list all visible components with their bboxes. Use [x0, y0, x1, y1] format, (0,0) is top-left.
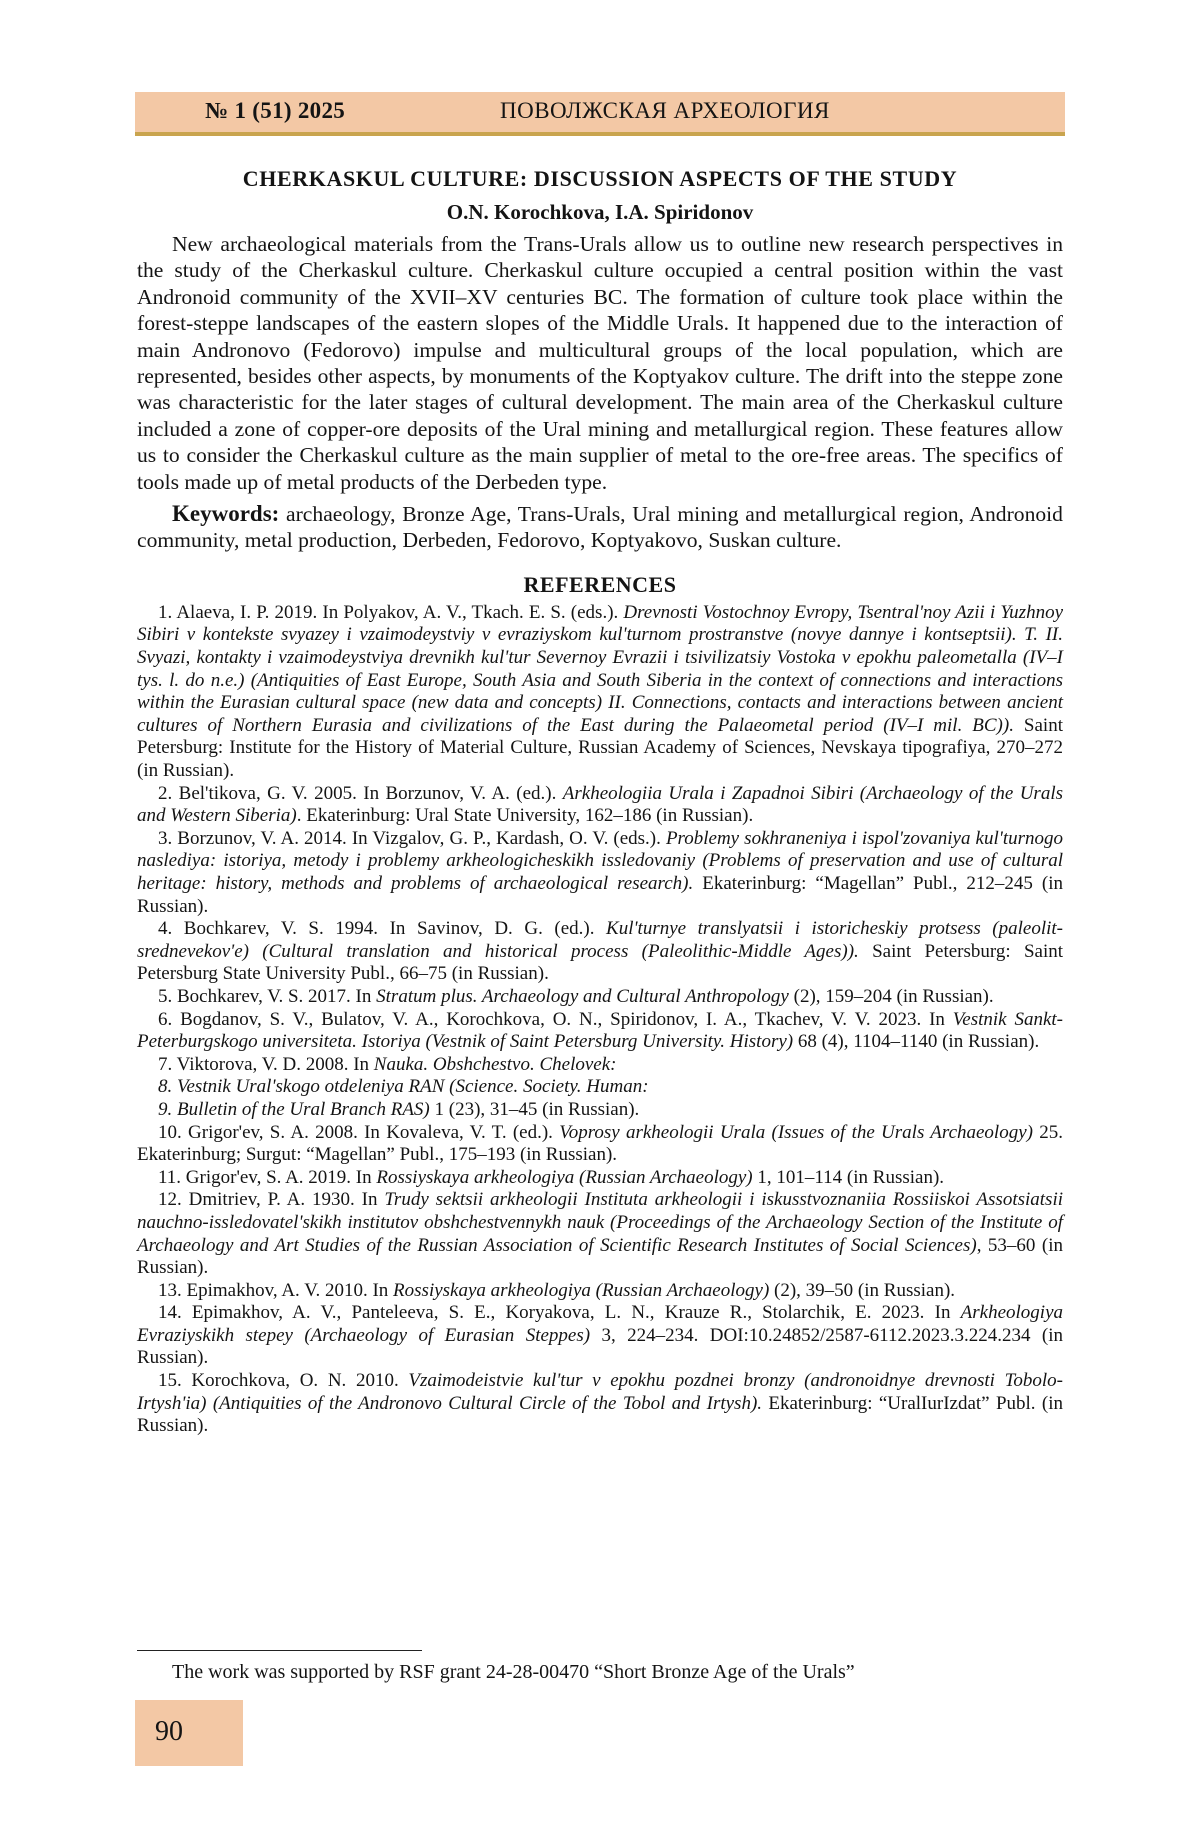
keywords-paragraph	[137, 501, 1063, 554]
reference-title: 8. Vestnik Ural'skogo otdeleniya RAN (Science. Society. Human:	[158, 1076, 649, 1098]
reference-item	[137, 1189, 1063, 1279]
reference-text: 10. Grigor'ev, S. A. 2008. In Kovaleva, V. T. (ed.).	[158, 1121, 560, 1143]
reference-title: Nauka. Obshchestvo. Chelovek:	[373, 1053, 617, 1075]
references-list	[137, 602, 1063, 1438]
reference-item	[137, 1009, 1063, 1054]
reference-item	[137, 1122, 1063, 1167]
reference-title: Rossiyskaya arkheologiya (Russian Archaeology)	[376, 1166, 753, 1188]
reference-item	[137, 1054, 1063, 1077]
reference-item	[137, 783, 1063, 828]
references-heading: REFERENCES	[523, 571, 677, 597]
page-number: 90	[155, 1716, 183, 1747]
reference-text: 4. Bochkarev, V. S. 1994. In Savinov, D. G. (ed.).	[158, 918, 607, 940]
reference-text: 1. Alaeva, I. P. 2019. In Polyakov, A. V., Tkach. E. S. (eds.).	[158, 601, 624, 623]
reference-title: Stratum plus. Archaeology and Cultural Anthropology	[376, 985, 789, 1007]
reference-text: Saint Petersburg: Saint Petersburg State University Publ., 66–75 (in Russian).	[137, 940, 1064, 985]
reference-item	[137, 1302, 1063, 1370]
reference-text: 14. Epimakhov, A. V., Panteleeva, S. E., Koryakova, L. N., Krauze R., Stolarchik, E. 2023. In	[158, 1302, 961, 1324]
reference-text: 12. Dmitriev, P. A. 1930. In	[158, 1189, 385, 1211]
reference-text: 68 (4), 1104–1140 (in Russian).	[793, 1031, 1040, 1053]
reference-text: Ekaterinburg: “Magellan” Publ., 212–245 (in Russian).	[137, 873, 1063, 917]
article-body	[137, 166, 1063, 1438]
reference-title: Kul'turnye translyatsii i istoricheskiy protsess (paleolit-srednevekov'e) (Cultural translation and historical process (Paleolithic-Middle Ages)).	[137, 918, 1063, 962]
reference-item	[137, 1370, 1063, 1438]
article-title: CHERKASKUL CULTURE: DISCUSSION ASPECTS OF THE STUDY	[242, 166, 958, 191]
reference-title: Drevnosti Vostochnoy Evropy, Tsentral'noy Azii i Yuzhnoy Sibiri v kontekste svyazey i vzaimodeystviy v evraziyskom kul'turnom prostranstve (novye dannye i kontseptsii). T. II. Svyazi, kontakty i vzaimodeystviya drevnikh kul'tur Severnoy Evrazii i tsivilizatsiy Vostoka v epokhu paleometalla (IV–I tys. l. do n.e.) (Antiquities of East Europe, South Asia and South Siberia in the context of connections and interactions within the Eurasian cultural space (new data and concepts) II. Connections, contacts and interactions between ancient cultures of Northern Eurasia and civilizations of the East during the Palaeometal period (IV–I mil. BC)).	[137, 601, 1063, 736]
reference-text: 1, 101–114 (in Russian).	[752, 1166, 945, 1188]
reference-text: 2. Bel'tikova, G. V. 2005. In Borzunov, V. A. (ed.).	[158, 782, 563, 804]
reference-title: Vzaimodeistvie kul'tur v epokhu pozdnei bronzy (andronoidnye drevnosti Tobolo-Irtysh'ia) (Antiquities of the Andronovo Cultural Circle of the Tobol and Irtysh).	[137, 1370, 1064, 1414]
abstract-text: New archaeological materials from the Trans-Urals allow us to outline new research perspectives in the study of the Cherkaskul culture. Cherkaskul culture occupied a central position within the vast Andronoid community of the XVII–XV centuries BC. The formation of culture took place within the forest-steppe landscapes of the eastern slopes of the Middle Urals. It happened due to the interaction of main Andronovo (Fedorovo) impulse and multicultural groups of the local population, which are represented, besides other aspects, by monuments of the Koptyakov culture. The drift into the steppe zone was characteristic for the later stages of cultural development. The main area of the Cherkaskul culture included a zone of copper-ore deposits of the Ural mining and metallurgical region. These features allow us to consider the Cherkaskul culture as the main supplier of metal to the ore-free areas. The specifics of tools made up of metal products of the Derbeden type.	[137, 232, 1063, 494]
reference-item	[137, 602, 1063, 783]
reference-text: 1 (23), 31–45 (in Russian).	[429, 1098, 640, 1120]
issue-number: № 1 (51) 2025	[205, 98, 346, 123]
reference-text: 25. Ekaterinburg; Surgut: “Magellan” Publ., 175–193 (in Russian).	[137, 1121, 1064, 1166]
journal-title: ПОВОЛЖСКАЯ АРХЕОЛОГИЯ	[500, 98, 830, 123]
reference-item	[137, 1280, 1063, 1303]
reference-title: Vestnik Sankt-Peterburgskogo universiteta. Istoriya (Vestnik of Saint Petersburg University. History)	[137, 1008, 1063, 1053]
reference-title: 9. Bulletin of the Ural Branch RAS)	[158, 1098, 430, 1120]
reference-title: Voprosy arkheologii Urala (Issues of the Urals Archaeology)	[559, 1121, 1033, 1143]
reference-item	[137, 986, 1063, 1009]
reference-text: 15. Korochkova, O. N. 2010.	[158, 1370, 409, 1392]
footnote-divider	[137, 1650, 422, 1651]
reference-text: . Ekaterinburg: Ural State University, 162–186 (in Russian).	[296, 805, 754, 827]
reference-text: , 53–60 (in Russian).	[137, 1234, 1063, 1279]
reference-item	[137, 1076, 1063, 1099]
reference-text: 6. Bogdanov, S. V., Bulatov, V. A., Korochkova, O. N., Spiridonov, I. A., Tkachev, V. V. 2023. In	[158, 1008, 953, 1030]
reference-text: 13. Epimakhov, A. V. 2010. In	[158, 1279, 394, 1301]
funding-footnote: The work was supported by RSF grant 24-28-00470 “Short Bronze Age of the Urals”	[172, 1661, 855, 1683]
reference-text: 11. Grigor'ev, S. A. 2019. In	[158, 1166, 377, 1188]
keywords-label: Keywords:	[172, 501, 280, 527]
reference-item	[137, 1099, 1063, 1122]
reference-text: 5. Bochkarev, V. S. 2017. In	[158, 985, 377, 1007]
running-header	[135, 92, 1065, 136]
page-number-box	[135, 1700, 243, 1766]
reference-title: Rossiyskaya arkheologiya (Russian Archaeology)	[393, 1279, 770, 1301]
reference-text: Ekaterinburg: “UralIurIzdat” Publ. (in Russian).	[137, 1392, 1063, 1437]
reference-text: 7. Viktorova, V. D. 2008. In	[158, 1053, 374, 1075]
reference-text: (2), 39–50 (in Russian).	[769, 1279, 956, 1301]
keywords-text: archaeology, Bronze Age, Trans-Urals, Ural mining and metallurgical region, Andronoid community, metal production, Derbeden, Fedorovo, Koptyakovo, Suskan culture.	[137, 502, 1063, 553]
reference-text: Saint Petersburg: Institute for the History of Material Culture, Russian Academy of Sciences, Nevskaya tipografiya, 270–272 (in Russian).	[137, 714, 1063, 782]
reference-item	[137, 1167, 1063, 1190]
reference-title: Trudy sektsii arkheologii Instituta arkheologii i iskusstvoznaniia Rossiiskoi Assotsiatsii nauchno-issledovatel'skikh institutov obshchestvennykh nauk (Proceedings of the Archaeology Section of the Institute of Archaeology and Art Studies of the Russian Association of Scientific Research Institutes of Social Sciences)	[137, 1189, 1063, 1256]
reference-title: Arkheologiia Urala i Zapadnoi Sibiri (Archaeology of the Urals and Western Siberia)	[137, 782, 1063, 827]
reference-item	[137, 828, 1063, 918]
reference-item	[137, 918, 1063, 986]
reference-text: 3. Borzunov, V. A. 2014. In Vizgalov, G. P., Kardash, O. V. (eds.).	[158, 827, 666, 849]
article-authors: O.N. Korochkova, I.A. Spiridonov	[446, 200, 754, 224]
reference-text: (2), 159–204 (in Russian).	[788, 985, 994, 1007]
reference-text: 3, 224–234. DOI:10.24852/2587-6112.2023.3.224.234 (in Russian).	[137, 1324, 1063, 1369]
reference-title: Problemy sokhraneniya i ispol'zovaniya kul'turnogo naslediya: istoriya, metody i problemy arkheologicheskikh issledovaniy (Problems of preservation and use of cultural heritage: history, methods and problems of archaeological research).	[137, 827, 1063, 894]
reference-title: Arkheologiya Evraziyskikh stepey (Archaeology of Eurasian Steppes)	[137, 1302, 1063, 1346]
